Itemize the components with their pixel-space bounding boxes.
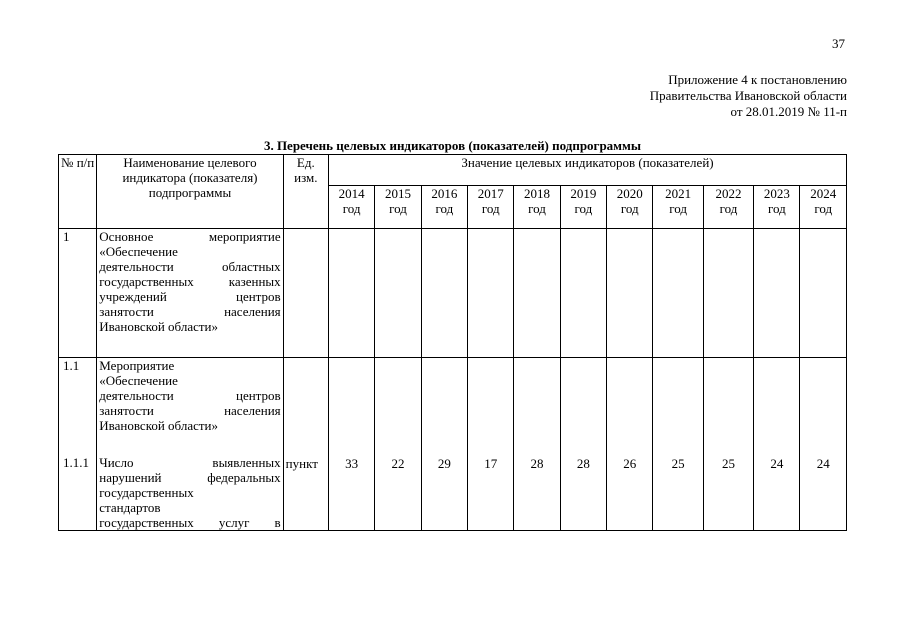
name-line: Ивановской области» [99, 319, 219, 334]
name-line: Основное мероприятие [99, 229, 281, 244]
value-cell: 24 [800, 358, 847, 531]
year-header: 2020 год [607, 186, 653, 229]
name-line: Мероприятие [99, 358, 175, 373]
value-cell: 28 [514, 358, 560, 531]
name-line: деятельности центров [99, 388, 281, 403]
year-header: 2016 год [421, 186, 467, 229]
table-row [59, 358, 847, 531]
header-unit: Ед. изм. [283, 155, 328, 229]
name-line: Число выявленных [99, 455, 281, 470]
name-line: государственных казенных [99, 274, 281, 289]
name-line: занятости населения [99, 304, 281, 319]
year-header: 2014 год [328, 186, 374, 229]
value-cell: 25 [703, 358, 753, 531]
name-line: «Обеспечение [99, 244, 178, 259]
header-line-1: Приложение 4 к постановлению [668, 72, 847, 87]
name-line: государственных услуг в [99, 515, 281, 530]
name-line: «Обеспечение [99, 373, 178, 388]
name-line: учреждений центров [99, 289, 281, 304]
year-header: 2022 год [703, 186, 753, 229]
year-header: 2023 год [754, 186, 800, 229]
header-line-2: Правительства Ивановской области [649, 88, 847, 103]
value-cell: 29 [421, 358, 467, 531]
year-header: 2015 год [375, 186, 421, 229]
year-header: 2021 год [653, 186, 703, 229]
header-line-3: от 28.01.2019 № 11-п [730, 104, 847, 119]
header-num: № п/п [59, 155, 97, 229]
name-line: нарушений федеральных [99, 470, 281, 485]
approval-header [650, 72, 847, 120]
name-line: занятости населения [99, 403, 281, 418]
value-cell: 33 [328, 358, 374, 531]
name-line: стандартов [99, 500, 161, 515]
row-number-sub: 1.1.1 [63, 455, 89, 470]
document-title: 3. Перечень целевых индикаторов (показателей) подпрограммы [263, 138, 642, 153]
value-cell: 26 [607, 358, 653, 531]
header-values: Значение целевых индикаторов (показателей) [328, 155, 846, 186]
name-line: Ивановской области» [99, 418, 219, 433]
year-header: 2019 год [560, 186, 606, 229]
row-number: 1.1 1.1.1 [59, 358, 97, 531]
year-header: 2024 год [800, 186, 847, 229]
value-cell: 25 [653, 358, 703, 531]
header-name: Наименование целевого индикатора (показателя) подпрограммы [97, 155, 283, 229]
indicators-table [58, 154, 847, 531]
unit-cell: пункт [283, 358, 328, 531]
indicator-name [97, 229, 283, 358]
value-cell: 22 [375, 358, 421, 531]
indicator-name [97, 358, 283, 531]
name-line: деятельности областных [99, 259, 281, 274]
value-cell: 28 [560, 358, 606, 531]
value-cell: 24 [754, 358, 800, 531]
value-cell: 17 [468, 358, 514, 531]
name-line: государственных [99, 485, 194, 500]
table-row [59, 229, 847, 358]
year-header: 2018 год [514, 186, 560, 229]
page-number: 37 [832, 36, 845, 51]
row-number: 1 [59, 229, 97, 358]
year-header: 2017 год [468, 186, 514, 229]
